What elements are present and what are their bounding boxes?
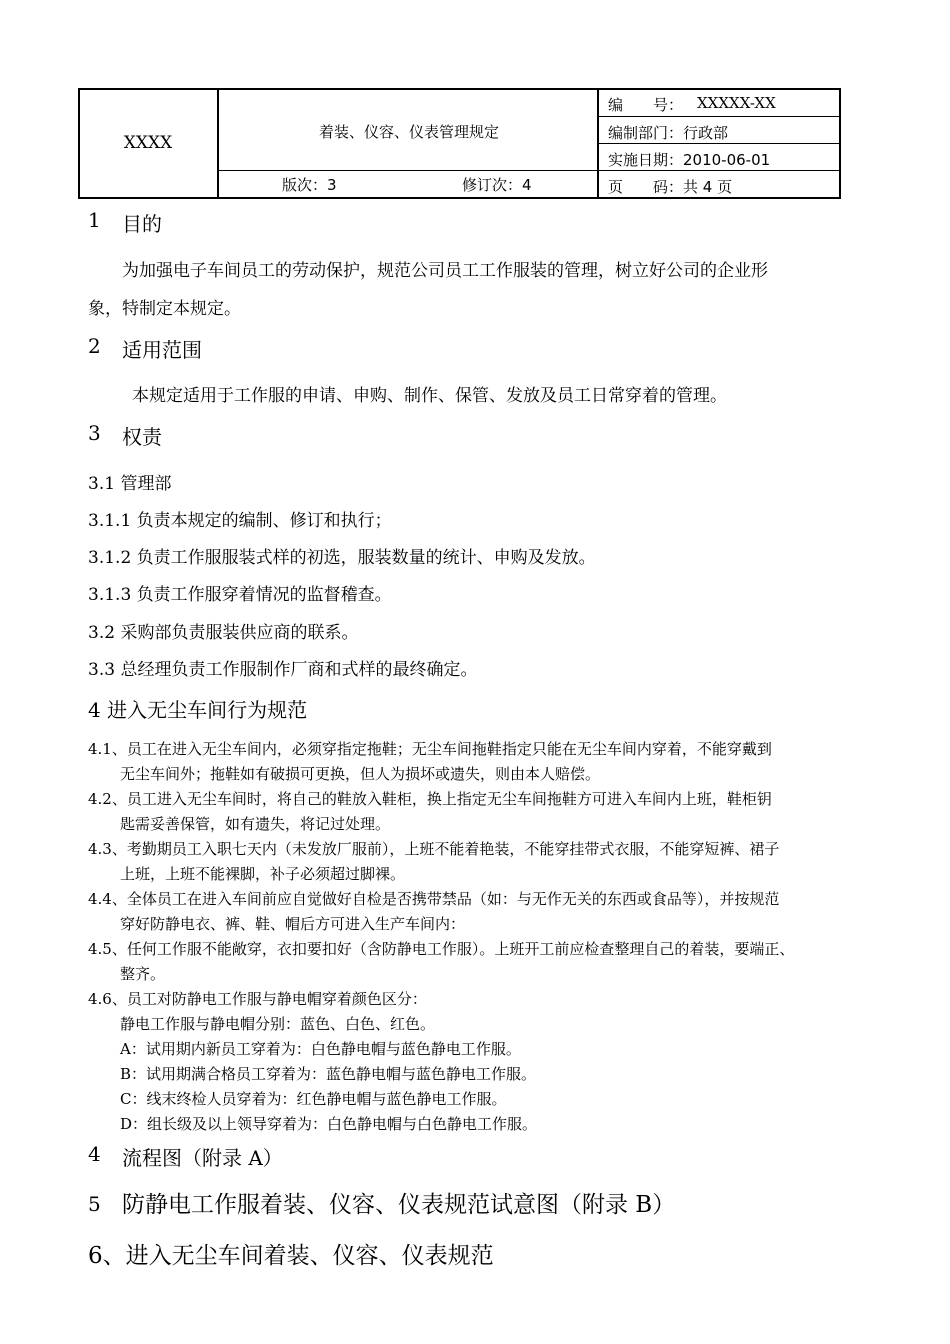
section-1-number: 1 xyxy=(88,208,101,232)
rule-line: C：线末终检人员穿着为：红色静电帽与蓝色静电工作服。 xyxy=(120,1090,507,1108)
rule-line: A：试用期内新员工穿着为：白色静电帽与蓝色静电工作服。 xyxy=(120,1040,521,1058)
section-3-item: 3.3 总经理负责工作服制作厂商和式样的最终确定。 xyxy=(88,660,478,680)
section-3-item: 3.1.1 负责本规定的编制、修订和执行； xyxy=(88,511,392,531)
rule-line: 4.3、考勤期员工入职七天内（未发放厂服前），上班不能着艳装，不能穿挂带式衣服，不能穿短裤、裙子 xyxy=(88,840,780,858)
rule-line: 匙需妥善保管，如有遗失，将记过处理。 xyxy=(120,815,391,833)
rule-line: 整齐。 xyxy=(120,965,166,983)
rule-line: 静电工作服与静电帽分别：蓝色、白色、红色。 xyxy=(120,1015,436,1033)
section-3-number: 3 xyxy=(88,421,101,445)
rule-line: 4.2、员工进入无尘车间时，将自己的鞋放入鞋柜，换上指定无尘车间拖鞋方可进入车间内上班，鞋柜钥 xyxy=(88,790,772,808)
section-2-paragraph: 本规定适用于工作服的申请、申购、制作、保管、发放及员工日常穿着的管理。 xyxy=(132,386,727,406)
rule-line: 4.4、全体员工在进入车间前应自觉做好自检是否携带禁品（如：与无作无关的东西或食品等），并按规范 xyxy=(88,890,780,908)
section-1-paragraph-line-1: 为加强电子车间员工的劳动保护，规范公司员工工作服装的管理，树立好公司的企业形 xyxy=(122,261,768,281)
section-4-title: 4 进入无尘车间行为规范 xyxy=(88,698,308,722)
section-2-title: 适用范围 xyxy=(122,338,202,362)
rule-line: 无尘车间外；拖鞋如有破损可更换，但人为损坏或遗失，则由本人赔偿。 xyxy=(120,765,601,783)
rule-line: B：试用期满合格员工穿着为：蓝色静电帽与蓝色静电工作服。 xyxy=(120,1065,537,1083)
section-3-item: 3.2 采购部负责服装供应商的联系。 xyxy=(88,623,359,643)
rule-line: 4.1、员工在进入无尘车间内，必须穿指定拖鞋；无尘车间拖鞋指定只能在无尘车间内穿着，不能穿戴到 xyxy=(88,740,772,758)
section-1-paragraph-line-2: 象，特制定本规定。 xyxy=(88,299,241,319)
illustration-section-number: 5 xyxy=(88,1192,101,1216)
company-name: XXXX xyxy=(123,133,173,153)
rule-line: 上班，上班不能裸脚，补子必须超过脚裸。 xyxy=(120,865,406,883)
document-code-value: XXXXX-XX xyxy=(697,94,776,112)
section-3-item: 3.1.2 负责工作服服装式样的初选，服装数量的统计、申购及发放。 xyxy=(88,548,596,568)
page-count: 页 码：共 4 页 xyxy=(608,178,733,196)
revision-label: 修订次：4 xyxy=(462,176,532,194)
document-title: 着装、仪容、仪表管理规定 xyxy=(318,123,499,141)
section-6-title: 6、进入无尘车间着装、仪容、仪表规范 xyxy=(88,1243,494,1269)
flowchart-section-title: 流程图（附录 A） xyxy=(122,1146,283,1170)
effective-date: 实施日期：2010-06-01 xyxy=(608,151,771,169)
rule-line: D：组长级及以上领导穿着为：白色静电帽与白色静电工作服。 xyxy=(120,1115,538,1133)
section-3-title: 权责 xyxy=(122,425,162,449)
document-code-label: 编 号： xyxy=(608,96,684,114)
rule-line: 4.5、任何工作服不能敞穿，衣扣要扣好（含防静电工作服）。上班开工前应检查整理自己的着装，要端正、 xyxy=(88,940,795,958)
rule-line: 4.6、员工对防静电工作服与静电帽穿着颜色区分： xyxy=(88,990,427,1008)
section-3-item: 3.1.3 负责工作服穿着情况的监督稽查。 xyxy=(88,585,392,605)
section-3-item: 3.1 管理部 xyxy=(88,474,172,494)
department: 编制部门：行政部 xyxy=(608,124,729,142)
section-2-number: 2 xyxy=(88,334,101,358)
section-1-title: 目的 xyxy=(122,212,162,236)
rule-line: 穿好防静电衣、裤、鞋、帽后方可进入生产车间内： xyxy=(120,915,466,933)
flowchart-section-number: 4 xyxy=(88,1142,101,1166)
illustration-section-title: 防静电工作服着装、仪容、仪表规范试意图（附录 B） xyxy=(122,1192,676,1218)
version-label: 版次：3 xyxy=(282,176,337,194)
